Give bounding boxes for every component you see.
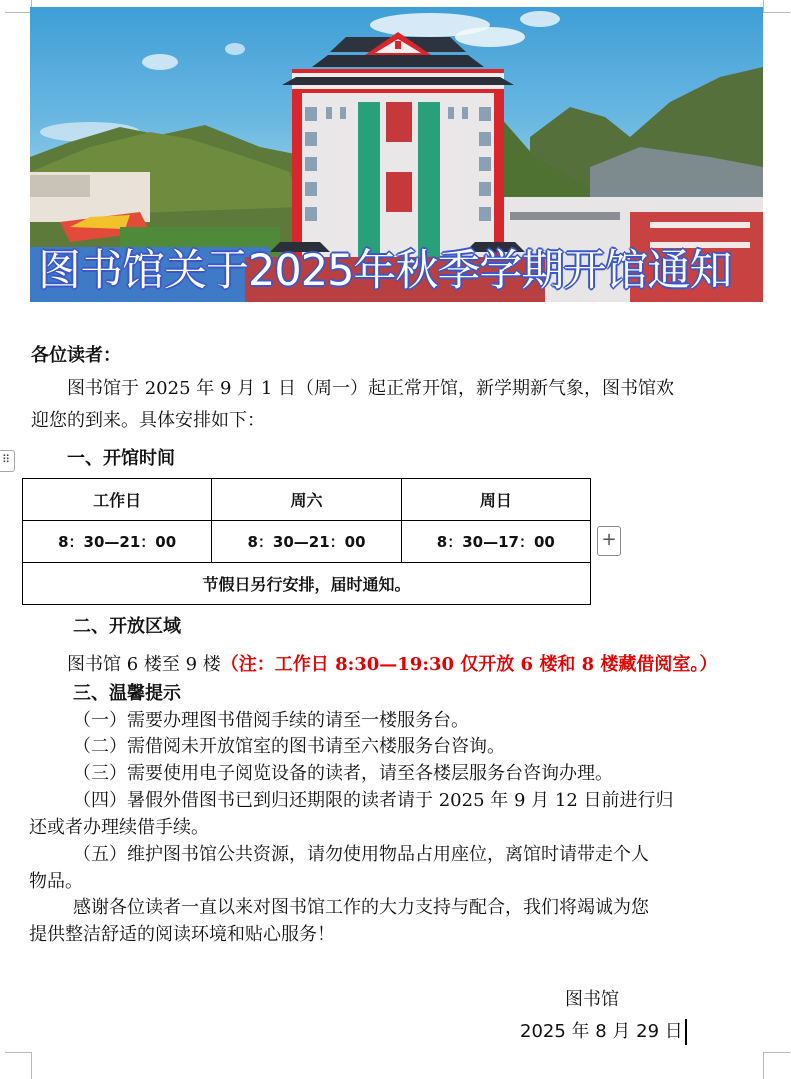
- table-row-times: [23, 521, 591, 563]
- table-cell-holiday-note[interactable]: 节假日另行安排，届时通知。: [23, 563, 591, 605]
- page-corner-mark-top-left: [5, 0, 32, 13]
- banner-image[interactable]: [30, 7, 763, 302]
- banner-title: 图书馆关于2025年秋季学期开馆通知: [38, 246, 732, 296]
- table-cell-saturday-hours[interactable]: 8：30—21：00: [212, 521, 401, 563]
- closing-line-1: 感谢各位读者一直以来对图书馆工作的大力支持与配合，我们将竭诚为您: [73, 897, 649, 918]
- tip-item-2: （二）需借阅未开放馆室的图书请至六楼服务台咨询。: [73, 736, 505, 757]
- table-header-row: [23, 479, 591, 521]
- table-row-footer: [23, 563, 591, 605]
- tip-item-3: （三）需要使用电子阅览设备的读者，请至各楼层服务台咨询办理。: [73, 763, 613, 784]
- greeting: 各位读者：: [31, 345, 121, 366]
- section-heading-open-areas: 二、开放区域: [73, 616, 181, 637]
- intro-line-1: 图书馆于 2025 年 9 月 1 日（周一）起正常开馆，新学期新气象，图书馆欢: [67, 378, 675, 399]
- tip-item-1: （一）需要办理图书借阅手续的请至一楼服务台。: [73, 710, 469, 731]
- opening-hours-table: [22, 478, 591, 605]
- page-corner-mark-bottom-left: [5, 1052, 32, 1079]
- table-cell-weekday-hours[interactable]: 8：30—21：00: [23, 521, 212, 563]
- page-corner-mark-top-right: [763, 0, 790, 13]
- section-heading-opening-hours: 一、开馆时间: [67, 448, 175, 469]
- table-cell-sunday-hours[interactable]: 8：30—17：00: [401, 521, 590, 563]
- open-areas-floors: 图书馆 6 楼至 9 楼: [67, 654, 221, 675]
- page-corner-mark-bottom-right: [763, 1052, 790, 1079]
- table-header-sunday[interactable]: 周日: [401, 479, 590, 521]
- signature-date-line[interactable]: [520, 1019, 687, 1045]
- closing-line-2: 提供整洁舒适的阅读环境和贴心服务！: [29, 924, 335, 945]
- text-cursor: [685, 1019, 687, 1045]
- table-header-weekday[interactable]: 工作日: [23, 479, 212, 521]
- signature-date: 2025 年 8 月 29 日: [520, 1021, 683, 1042]
- tip-item-4-line-2: 还或者办理续借手续。: [29, 817, 209, 838]
- tip-item-5-line-2: 物品。: [29, 871, 83, 892]
- table-header-saturday[interactable]: 周六: [212, 479, 401, 521]
- table-move-handle-icon[interactable]: ⠿: [0, 450, 15, 472]
- tip-item-4-line-1: （四）暑假外借图书已到归还期限的读者请于 2025 年 9 月 12 日前进行归: [73, 790, 674, 811]
- intro-line-2: 迎您的到来。具体安排如下：: [31, 410, 265, 431]
- open-areas-note: （注：工作日 8:30—19:30 仅开放 6 楼和 8 楼藏借阅室。）: [220, 654, 718, 675]
- add-table-row-button[interactable]: +: [597, 526, 621, 556]
- tip-item-5-line-1: （五）维护图书馆公共资源，请勿使用物品占用座位，离馆时请带走个人: [73, 844, 649, 865]
- signature-org: 图书馆: [565, 989, 619, 1010]
- open-areas-text: [67, 652, 717, 678]
- section-heading-tips: 三、温馨提示: [73, 683, 181, 704]
